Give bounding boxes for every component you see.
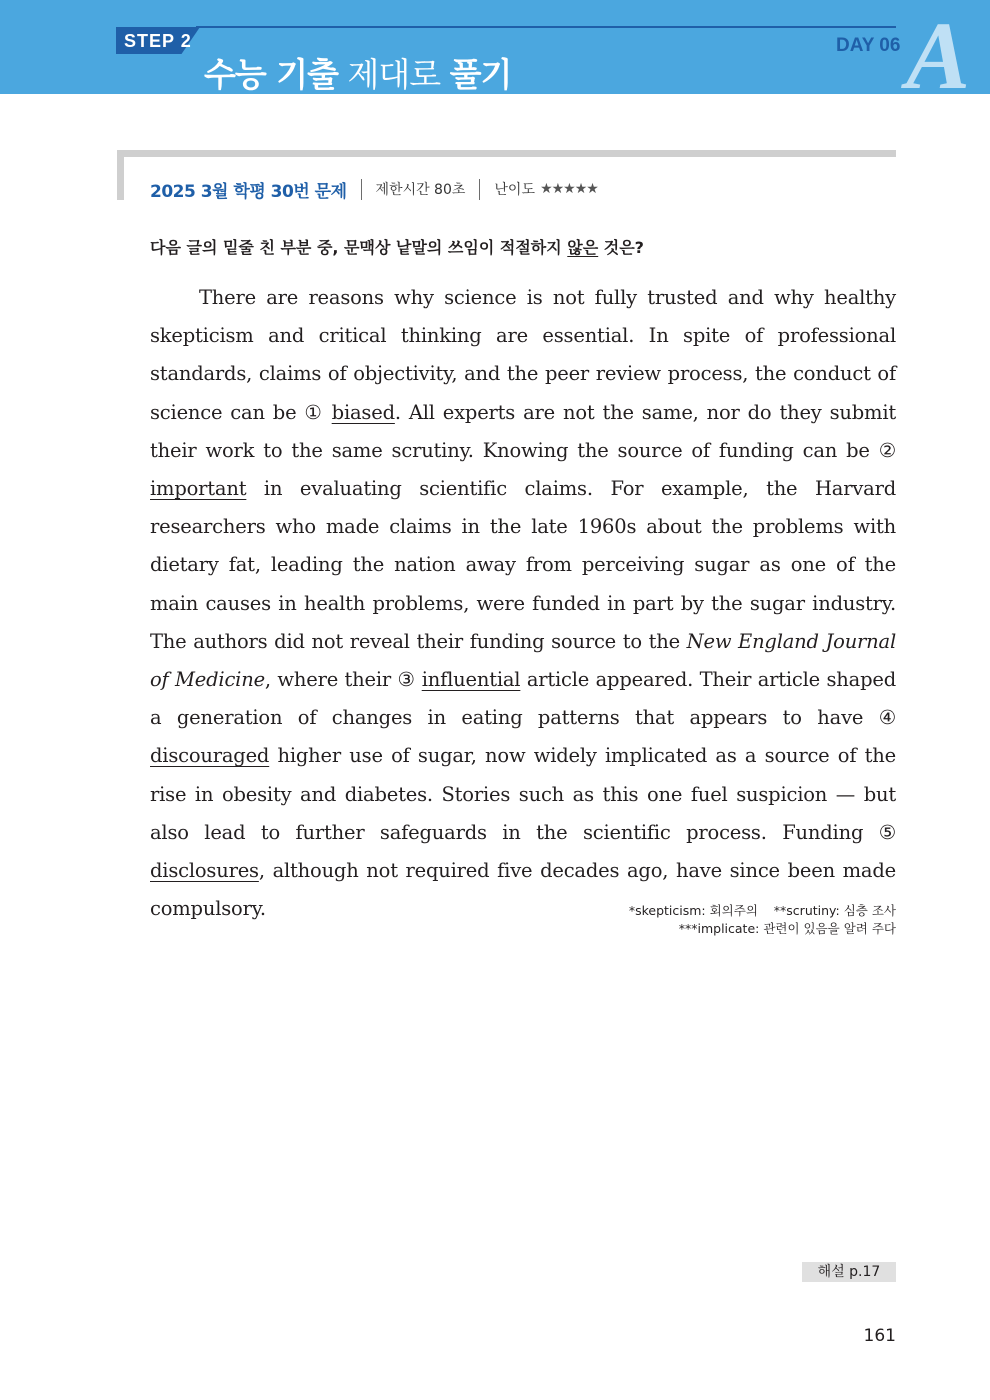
passage-text: There are reasons why science is not fully trusted and why healthy skepticism and critical thinking are essential. In spite of professional standards, claims of objectivity, and the peer review process, the conduct of science can be [150,286,896,424]
question-source: 2025 3월 학평 30번 문제 [150,181,347,202]
journal-title: New England Journal of Medicine [150,629,896,692]
answer-reference: 해설 p.17 [802,1262,896,1282]
glossary-line: *skepticism: 회의주의 **scrutiny: 심층 조사 [628,903,896,918]
instruction-text-end: 것은? [598,238,644,257]
instruction-emphasis: 않은 [567,238,599,257]
choice-word-5: disclosures [150,859,259,883]
title-part3: 풀기 [449,55,512,94]
choice-word-1: biased [331,400,395,424]
section-title [204,49,511,96]
passage-text: article appeared. Their article shaped a generation of changes in eating patterns that appears to have [150,668,896,730]
difficulty-label: 난이도 [494,182,535,198]
choice-number-1: ① [304,400,324,424]
choice-number-4: ④ [878,706,896,730]
passage-text: . All experts are not the same, nor do they submit their work to the same scrutiny. Knowing the source of funding can be [150,400,896,462]
choice-word-2: important [150,477,247,501]
passage-text: , where their [264,668,398,692]
passage-text: , although not required five decades ago, have since been made compulsory. [150,859,896,921]
instruction-text: 다음 글의 밑줄 친 부분 중, 문맥상 낱말의 쓰임이 적절하지 [150,238,568,257]
divider [479,179,480,200]
glossary [629,902,896,938]
day-label: DAY 06 [836,35,901,56]
difficulty-stars: ★★★★★ [540,181,598,197]
title-part1: 수능 기출 [204,55,339,94]
choice-number-2: ② [878,438,896,462]
time-limit: 제한시간 80초 [375,182,466,198]
glossary-line: ***implicate: 관련이 있음을 알려 주다 [678,921,896,936]
choice-number-3: ③ [397,668,416,692]
passage-text: in evaluating scientific claims. For example, the Harvard researchers who made claims in the late 1960s about the problems with dietary fat, leading the nation away from perceiving sugar as one of the main causes in health problems, were funded in part by the sugar industry. The authors did not reveal their funding source to the [150,477,896,653]
passage [150,279,896,928]
badge-letter: A [906,2,971,109]
choice-word-3: influential [421,668,521,692]
step-label: STEP 2 [124,31,192,51]
question-instruction [150,235,644,258]
choice-number-5: ⑤ [878,820,896,844]
question-header-frame-left [117,150,124,200]
header-divider [196,26,896,28]
question-header [150,176,598,202]
passage-text: higher use of sugar, now widely implicated as a source of the rise in obesity and diabetes. Stories such as this one fuel suspicion — but also lead to further safeguards in the scientific process. Funding [150,744,896,844]
title-part2: 제대로 [347,55,441,94]
choice-word-4: discouraged [150,744,270,768]
divider [361,179,362,200]
question-header-frame-top [117,150,896,157]
page-number: 161 [863,1326,896,1346]
